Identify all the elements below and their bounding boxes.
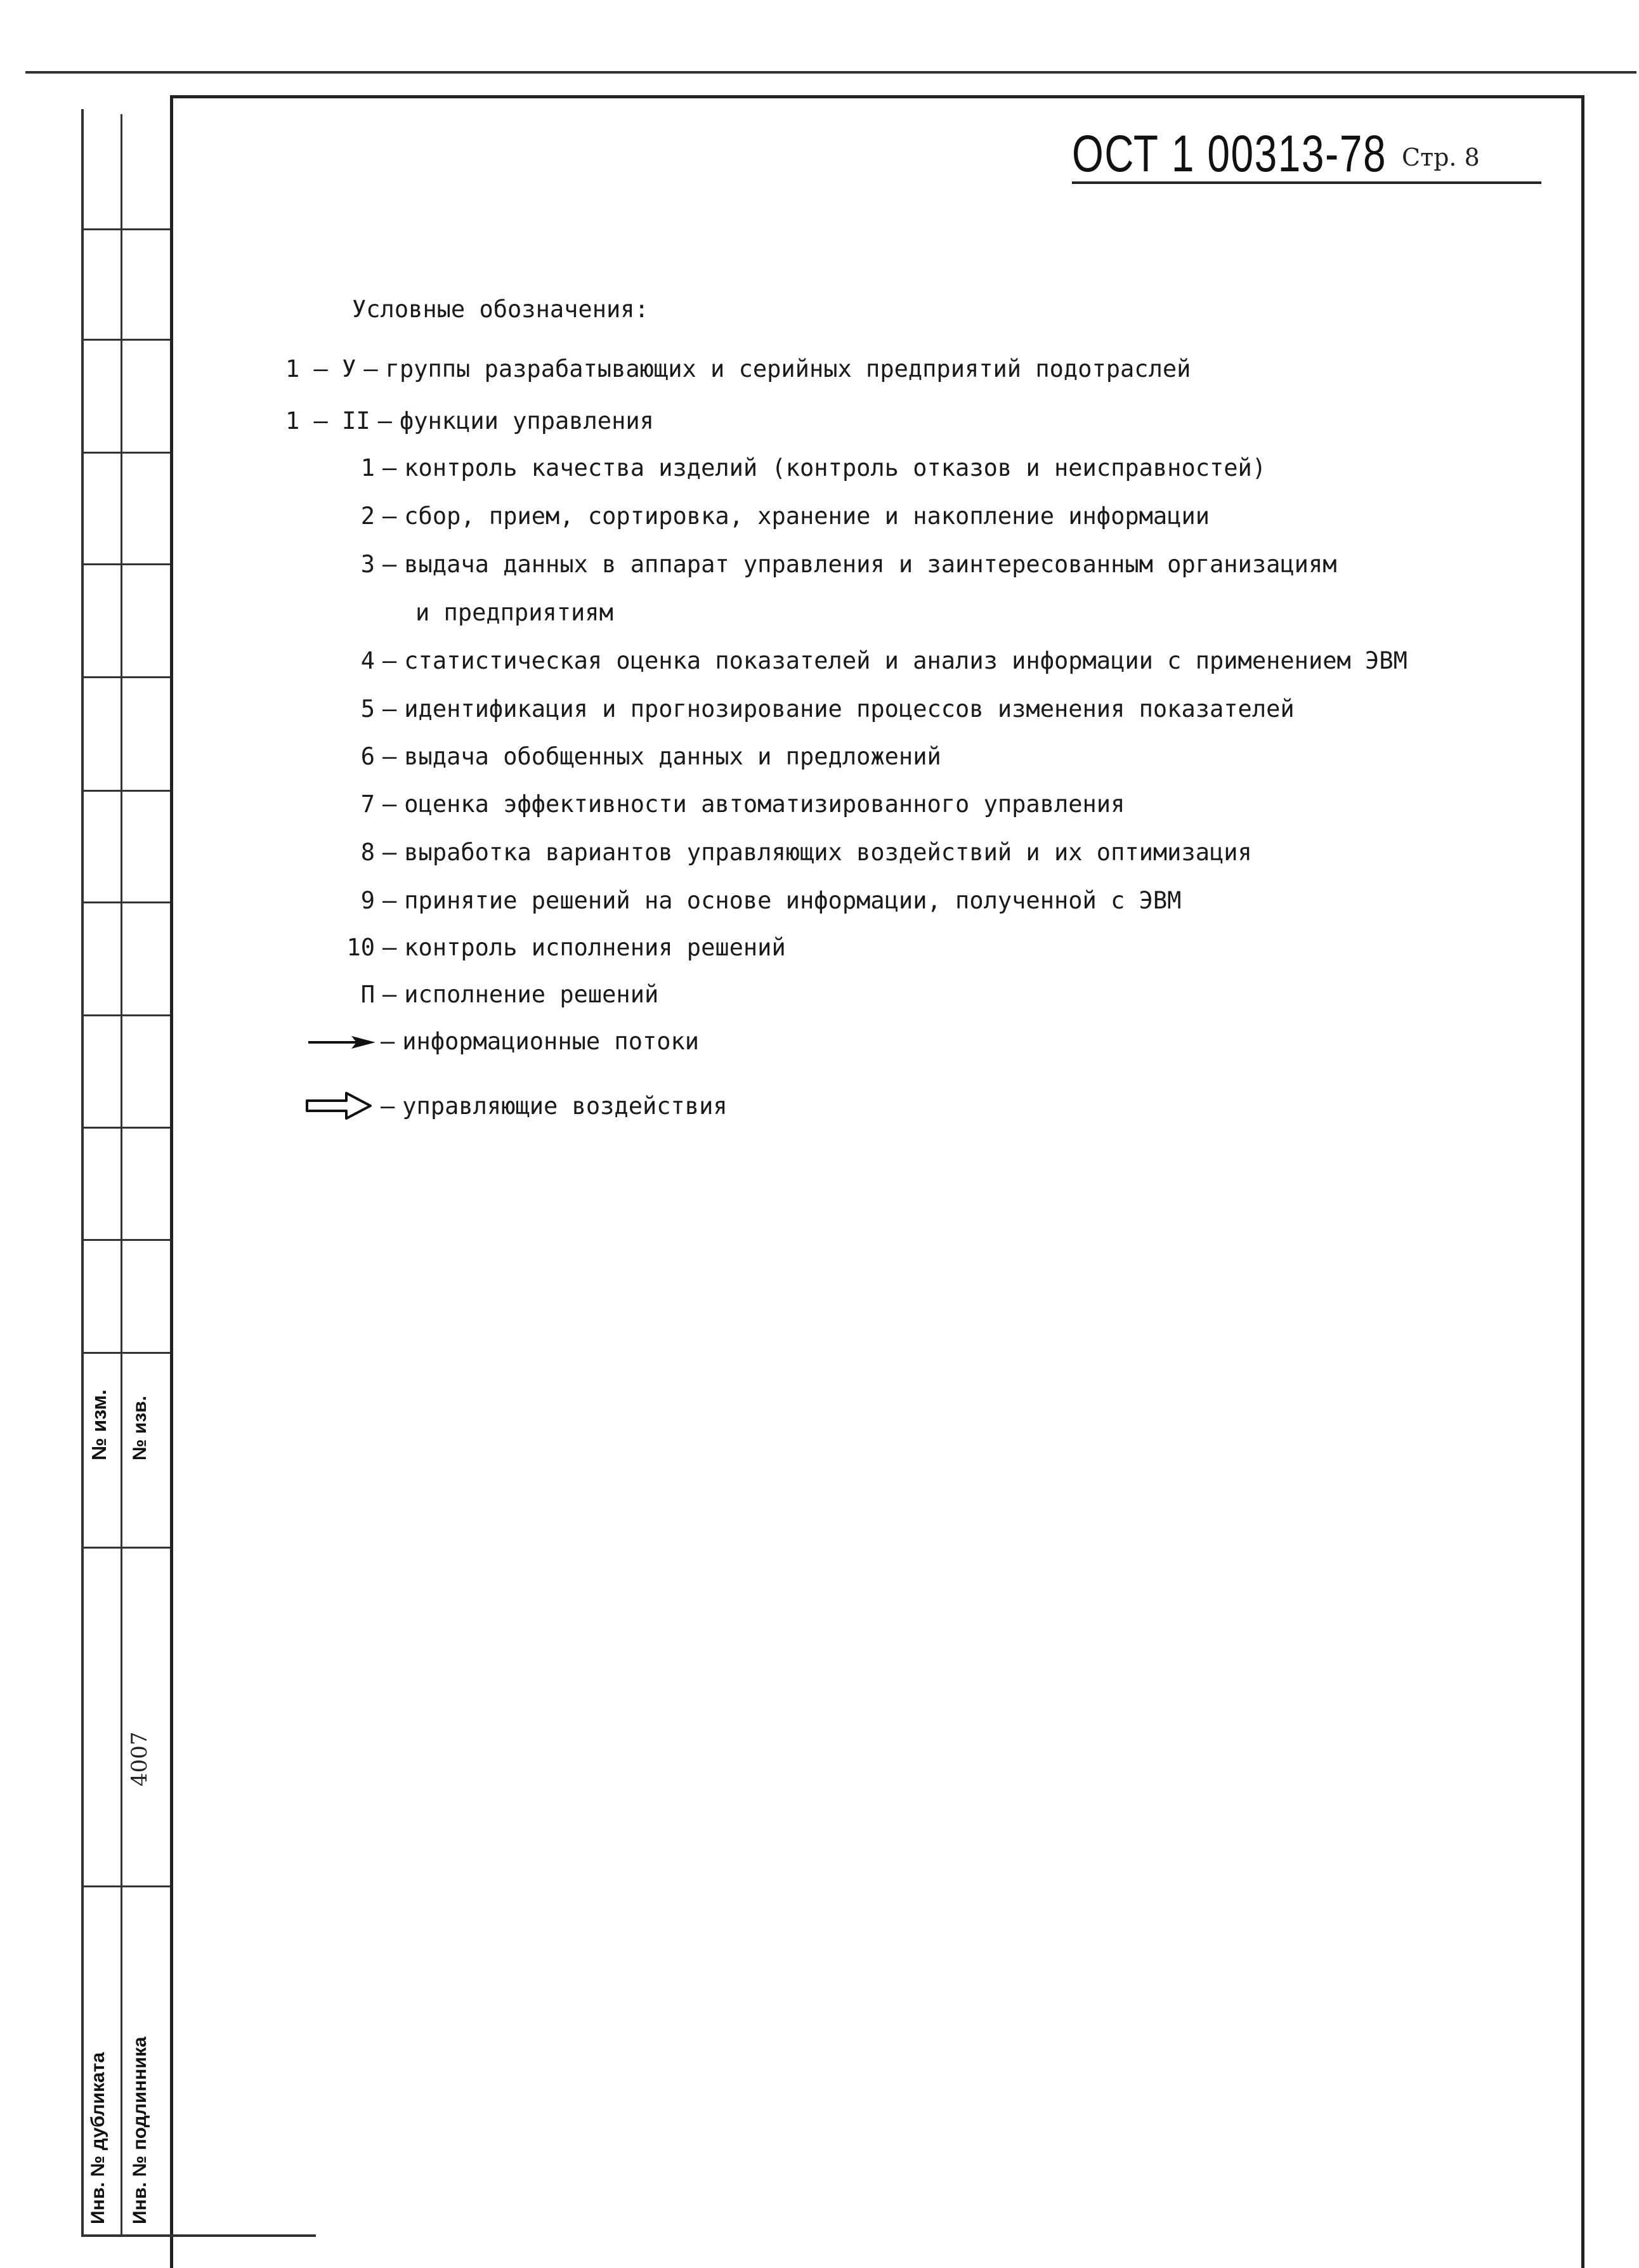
legend-item-continuation bbox=[415, 599, 613, 626]
strip-divider bbox=[81, 1547, 170, 1549]
legend-arrow-row: – информационные потоки bbox=[381, 1028, 700, 1055]
original-inventory-label: Инв. № подлинника bbox=[129, 2036, 150, 2224]
strip-divider bbox=[81, 1014, 170, 1016]
legend-group-text: функции управления bbox=[399, 407, 654, 435]
legend-item-text: контроль качества изделий (контроль отказов и неисправностей) bbox=[404, 454, 1267, 482]
legend-item-number: 3 bbox=[360, 551, 375, 578]
legend-item-text: сбор, прием, сортировка, хранение и накопление информации bbox=[404, 502, 1210, 530]
strip-divider bbox=[81, 563, 170, 565]
info-flow-label: информационные потоки bbox=[402, 1028, 700, 1055]
legend-title: Условные обозначения: bbox=[352, 296, 649, 323]
strip-divider bbox=[81, 1127, 170, 1129]
legend-item: 6 – выдача обобщенных данных и предложений bbox=[352, 743, 941, 770]
legend-item-number: 10 bbox=[346, 934, 375, 961]
legend-arrow-row: – управляющие воздействия bbox=[381, 1092, 728, 1120]
legend-item-text: выдача данных в аппарат управления и заинтересованным организациям bbox=[404, 551, 1337, 578]
strip-divider bbox=[81, 1352, 170, 1354]
legend-item-text: выдача обобщенных данных и предложений bbox=[404, 743, 941, 770]
legend-item: П – исполнение решений bbox=[352, 981, 658, 1008]
strip-divider bbox=[81, 452, 170, 454]
page-top-edge bbox=[25, 71, 1636, 74]
legend-item: 2 – сбор, прием, сортировка, хранение и накопление информации bbox=[352, 502, 1210, 530]
legend-item-number: 1 bbox=[360, 454, 375, 482]
legend-item-number: П bbox=[360, 981, 375, 1008]
legend-item: 9 – принятие решений на основе информации, полученной с ЭВМ bbox=[352, 887, 1181, 914]
legend-item: 10 – контроль исполнения решений bbox=[329, 934, 786, 961]
strip-border-inner bbox=[121, 114, 122, 2234]
legend-item-number: 2 bbox=[360, 502, 375, 530]
strip-divider bbox=[81, 676, 170, 678]
document-code: ОСТ 1 00313-78 bbox=[1072, 125, 1387, 183]
legend-item: 7 – оценка эффективности автоматизированного управления bbox=[352, 790, 1125, 818]
control-action-label: управляющие воздействия bbox=[402, 1092, 728, 1120]
legend-item-text: оценка эффективности автоматизированного управления bbox=[404, 790, 1125, 818]
document-header bbox=[1072, 124, 1541, 188]
legend-item-number: 7 bbox=[360, 790, 375, 818]
legend-item-text: выработка вариантов управляющих воздействий и их оптимизация bbox=[404, 839, 1252, 866]
header-underline bbox=[1072, 181, 1541, 184]
legend-item-text: и предприятиям bbox=[415, 599, 613, 626]
archive-number: 4007 bbox=[127, 1731, 152, 1786]
legend-item: 3 – выдача данных в аппарат управления и заинтересованным организациям bbox=[352, 551, 1337, 578]
strip-divider bbox=[81, 1239, 170, 1241]
duplicate-inventory-label: Инв. № дубликата bbox=[88, 2052, 108, 2224]
legend-item-number: 5 bbox=[360, 695, 375, 723]
legend-item-number: 4 bbox=[360, 647, 375, 674]
hollow-arrow-icon bbox=[304, 1090, 374, 1122]
legend-item-text: принятие решений на основе информации, полученной с ЭВМ bbox=[404, 887, 1182, 914]
legend-group-text: группы разрабатывающих и серийных предприятий подотраслей bbox=[385, 355, 1191, 383]
strip-divider bbox=[81, 1885, 170, 1887]
legend-group-key: 1 – II bbox=[285, 407, 370, 435]
page-number: Стр. 8 bbox=[1402, 143, 1480, 171]
legend-item-number: 9 bbox=[360, 887, 375, 914]
strip-divider bbox=[81, 790, 170, 792]
legend-group-key: 1 – У bbox=[285, 355, 356, 383]
legend-item-text: контроль исполнения решений bbox=[404, 934, 786, 961]
legend-group-row: 1 – У – группы разрабатывающих и серийных предприятий подотраслей bbox=[285, 355, 1191, 383]
notice-number-label: № изв. bbox=[129, 1396, 150, 1460]
legend-item-text: идентификация и прогнозирование процессов изменения показателей bbox=[404, 695, 1295, 723]
legend-item: 1 – контроль качества изделий (контроль отказов и неисправностей) bbox=[352, 454, 1266, 482]
legend-group-row: 1 – II – функции управления bbox=[285, 407, 654, 435]
strip-divider bbox=[81, 901, 170, 903]
legend-item-text: статистическая оценка показателей и анализ информации с применением ЭВМ bbox=[404, 647, 1407, 674]
legend-item-text: исполнение решений bbox=[404, 981, 659, 1008]
left-stamp-strip bbox=[81, 109, 170, 2234]
thin-arrow-icon bbox=[307, 1033, 377, 1052]
legend-item-number: 8 bbox=[360, 839, 375, 866]
strip-divider bbox=[81, 339, 170, 341]
strip-divider bbox=[81, 228, 170, 230]
legend-item: 4 – статистическая оценка показателей и анализ информации с применением ЭВМ bbox=[352, 647, 1407, 674]
change-number-label: № изм. bbox=[88, 1389, 110, 1460]
strip-border-outer bbox=[81, 109, 84, 2234]
frame-bottom-stub bbox=[81, 2234, 316, 2237]
legend-item: 8 – выработка вариантов управляющих воздействий и их оптимизация bbox=[352, 839, 1252, 866]
legend-item-number: 6 bbox=[360, 743, 375, 770]
legend-item: 5 – идентификация и прогнозирование процессов изменения показателей bbox=[352, 695, 1295, 723]
